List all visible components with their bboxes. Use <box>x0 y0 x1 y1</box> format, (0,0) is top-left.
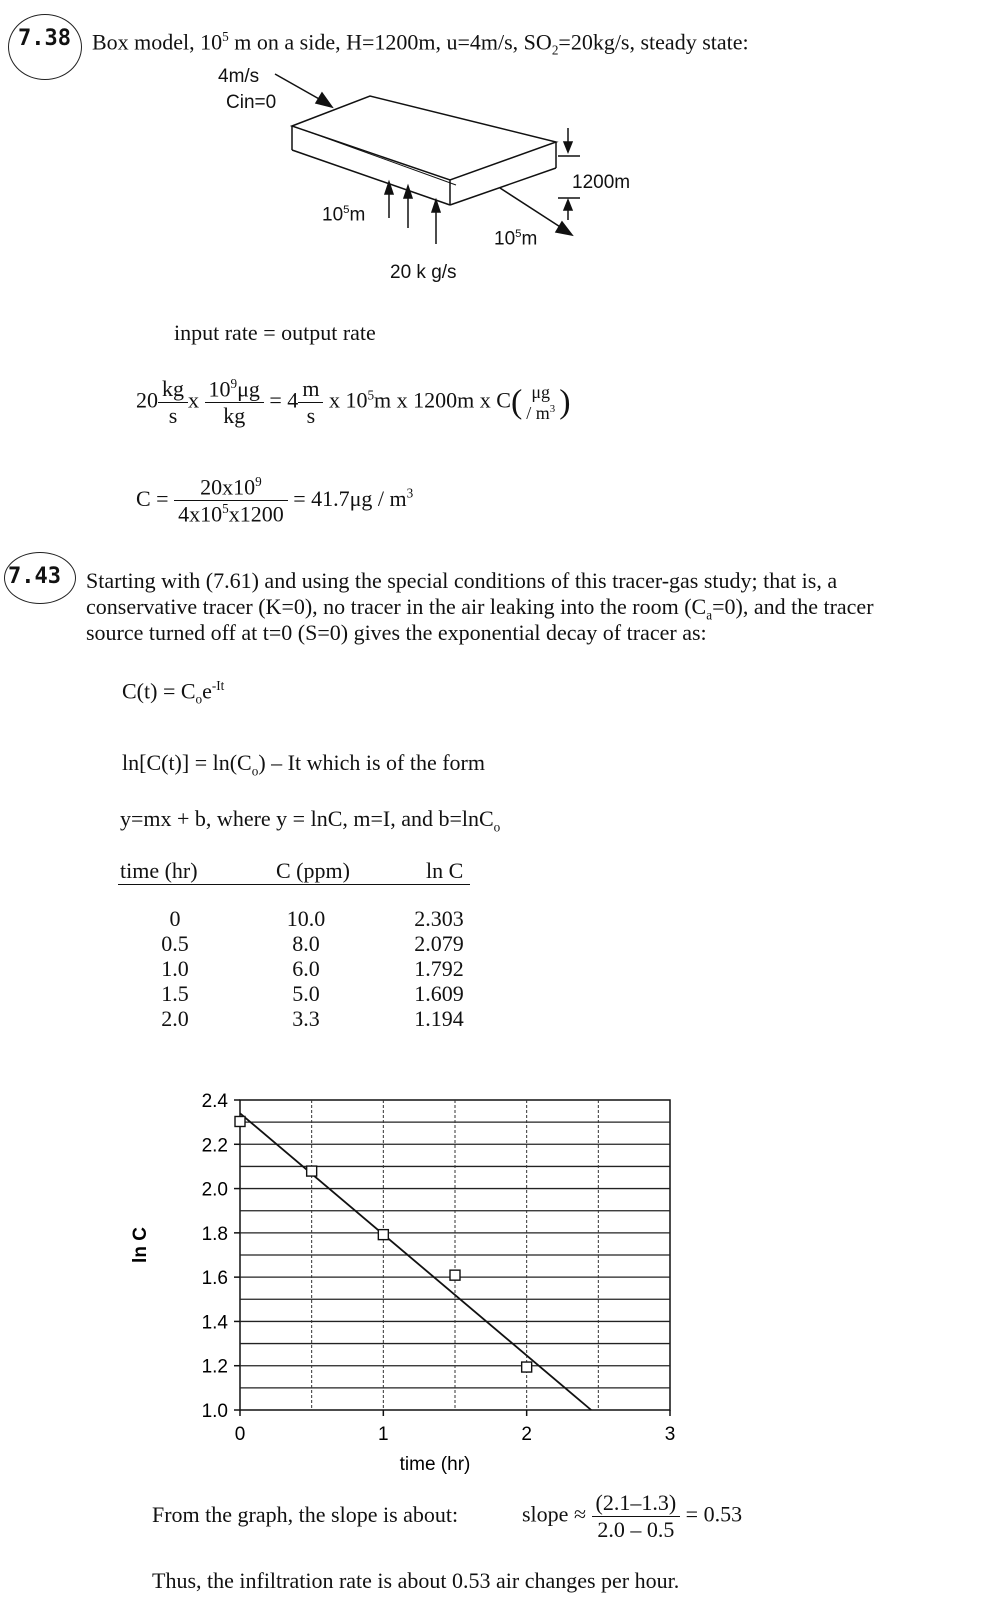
mass-balance-equation: 20 $\frac{kg}{s}$ x $\frac{10^9\mu g}{kg}$ = 4 $\frac{m}{s}$ x $10^5m$ x 1200m x C( μg / $m^3$ ) <box>136 376 571 429</box>
x-axis-label: time (hr) <box>399 1454 471 1475</box>
table-cell: 0 <box>169 906 181 931</box>
log-equation: $\ln[C(t)] = \ln(C_o) - It$ which is of the form <box>122 750 485 779</box>
problem-paragraph-line: Starting with (7.61) and using the special conditions of this tracer-gas study; that is, a <box>86 568 838 593</box>
table-cell: 2.303 <box>414 906 464 931</box>
side-length-label: $10^5m$ <box>322 204 366 226</box>
side-width-label: $10^5m$ <box>494 228 538 250</box>
x-tick-label: 0 <box>234 1424 246 1445</box>
table-cell: 3.3 <box>292 1006 320 1031</box>
table-header-time: time (hr) <box>120 858 198 883</box>
table-header-concentration: C (ppm) <box>276 858 350 883</box>
y-tick-label: 1.0 <box>201 1401 228 1422</box>
y-tick-label: 1.4 <box>201 1312 228 1334</box>
table-cell: 6.0 <box>292 956 320 981</box>
problem-paragraph-line: source turned off at t=0 (S=0) gives the exponential decay of tracer as: <box>86 620 707 645</box>
decay-equation: $C(t) = C_oe^{-It}$ <box>122 678 225 707</box>
table-cell: 5.0 <box>292 981 320 1006</box>
table-cell: 0.5 <box>161 931 189 956</box>
data-point <box>235 1116 245 1126</box>
x-tick-label: 3 <box>664 1424 676 1445</box>
slope-equation: slope ≈ $\frac{(2.1-1.3)}{2.0 - 0.5}$ = 0.53 <box>522 1490 743 1542</box>
problem-statement: Box model, $10^5$ m on a side, H=1200m, u=4m/s, $SO_2=20kg/s$, steady state: <box>92 29 749 58</box>
y-tick-label: 2.2 <box>201 1135 228 1157</box>
table-cell: 1.0 <box>161 956 189 981</box>
data-point <box>378 1230 388 1240</box>
problem-paragraph-line: conservative tracer (K=0), no tracer in the air leaking into the room $(C_a=0)$, and the tracer <box>86 594 874 623</box>
slope-intro-text: From the graph, the slope is about: <box>152 1502 459 1527</box>
concentration-equation: C = $\frac{20x10^9}{4x10^5x1200}$ = $41.7\mu g / m^3$ <box>136 474 414 527</box>
problem-number: 7.38 <box>18 26 71 51</box>
conclusion-text: Thus, the infiltration rate is about 0.53 air changes per hour. <box>152 1568 680 1593</box>
x-tick-label: 1 <box>378 1424 389 1445</box>
table-cell: 10.0 <box>286 906 326 931</box>
y-tick-label: 1.6 <box>201 1268 228 1290</box>
x-tick-label: 2 <box>521 1424 532 1445</box>
table-cell: 2.079 <box>414 931 464 956</box>
data-point <box>522 1362 532 1372</box>
lnc-vs-time-chart <box>0 1080 990 1490</box>
table-column-concentration <box>276 906 336 1031</box>
wind-speed-label: 4m/s <box>218 66 260 87</box>
table-column-lnc <box>404 906 474 1031</box>
y-tick-label: 2.4 <box>201 1091 228 1112</box>
y-tick-label: 1.8 <box>201 1223 228 1245</box>
table-cell: 1.5 <box>161 981 189 1006</box>
table-header-lnc: ln C <box>426 858 464 883</box>
y-axis-label: ln C <box>130 1227 151 1263</box>
table-column-time <box>150 906 200 1031</box>
y-tick-label: 1.2 <box>201 1356 228 1378</box>
table-cell: 1.194 <box>414 1006 464 1031</box>
emission-rate-label: 20 k g/s <box>390 262 457 283</box>
y-tick-label: 2.0 <box>201 1179 228 1201</box>
height-label: 1200m <box>572 172 631 193</box>
table-cell: 8.0 <box>292 931 320 956</box>
problem-number: 7.43 <box>8 564 61 589</box>
data-point <box>307 1166 317 1176</box>
linear-form-equation: y=mx + b, where y = lnC, m=I, and b=lnC$_o$ <box>120 806 501 835</box>
table-cell: 1.609 <box>414 981 464 1006</box>
table-header-rule <box>118 884 470 885</box>
inflow-concentration-label: Cin=0 <box>226 92 277 113</box>
table-cell: 1.792 <box>414 956 464 981</box>
data-point <box>450 1270 460 1280</box>
mass-balance-text: input rate = output rate <box>174 320 376 345</box>
table-cell: 2.0 <box>161 1006 189 1031</box>
